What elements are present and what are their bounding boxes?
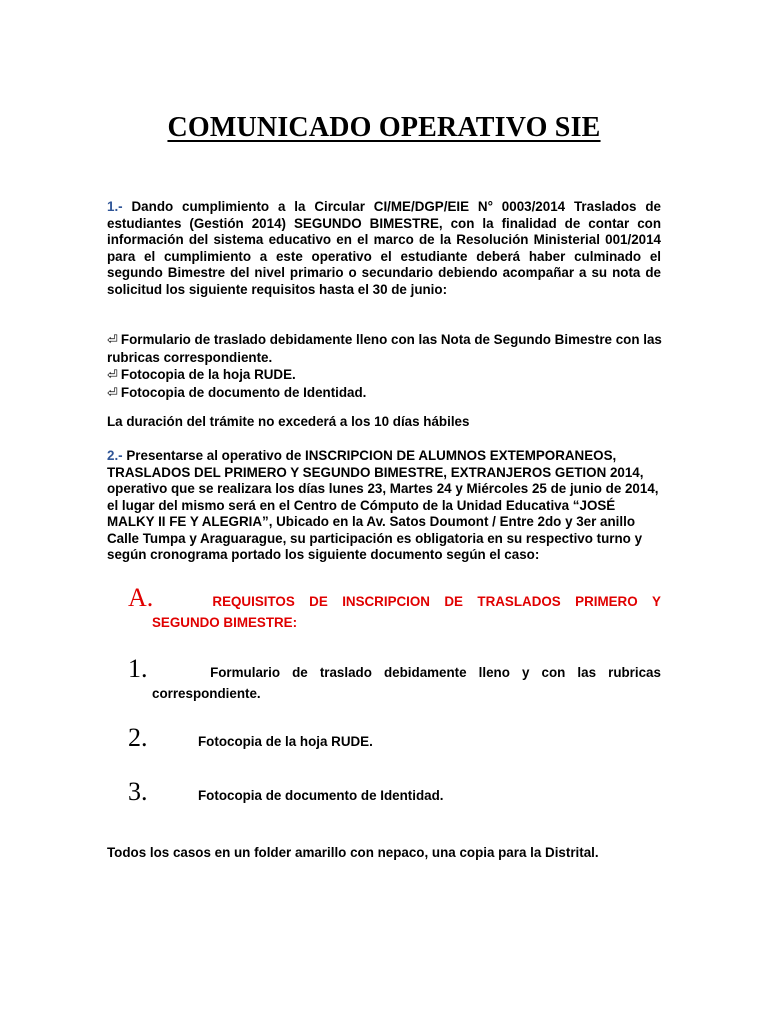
section-1-text: Dando cumplimiento a la Circular CI/ME/DGP/EIE N° 0003/2014 Traslados de estudiantes (Gestión 2014) SEGUNDO BIMESTRE, con la finalidad de contar con información del sistema educativo en el marco de la Resolución Ministerial 001/2014 para el cumplimiento a este operativo el estudiante deberá haber culminado el segundo Bimestre del nivel primario o secundario debiendo acompañar a su nota de solicitud los siguiente requisitos hasta el 30 de junio: [107, 199, 661, 297]
numbered-item-continuation: correspondiente. [152, 686, 261, 701]
numbered-item-word: Formulario [210, 665, 281, 680]
numbered-item-word: rubricas [608, 665, 661, 680]
section-a-item [128, 583, 661, 630]
bullet-item [107, 384, 667, 402]
numbered-item-marker: 3. [128, 777, 148, 806]
numbered-item-marker: 1. [128, 654, 148, 683]
section-a-word: TRASLADOS [477, 594, 561, 609]
section-1-number: 1.- [107, 199, 123, 214]
section-2-text: Presentarse al operativo de INSCRIPCION DE ALUMNOS EXTEMPORANEOS, TRASLADOS DEL PRIMERO Y SEGUNDO BIMESTRE, EXTRANJEROS GETION 2014, operativo que se realizara los días lunes 23, Martes 24 y Miércoles 25 de junio de 2014, el lugar del mismo será en el Centro de Cómputo de la Unidad Educativa “JOSÉ MALKY II FE Y ALEGRIA”, Ubicado en la Av. Satos Doumont / Entre 2do y 3er anillo Calle Tumpa y Araguarague, su participación es obligatoria en su respectivo turno y según cronograma portado los siguiente documento según el caso: [107, 448, 659, 562]
section-a-word: DE [444, 594, 463, 609]
bullet-text: Formulario de traslado debidamente lleno con las Nota de Segundo Bimestre con las rubricas correspondiente. [107, 332, 662, 365]
section-2-number: 2.- [107, 448, 123, 463]
numbered-item-3 [128, 777, 661, 807]
numbered-item-1 [128, 654, 661, 701]
section-a-word: INSCRIPCION [342, 594, 430, 609]
section-1-paragraph [107, 199, 661, 298]
section-2-paragraph [107, 448, 661, 564]
bullet-text: Fotocopia de la hoja RUDE. [120, 367, 296, 382]
section-a-word: REQUISITOS [212, 594, 295, 609]
numbered-item-text: Fotocopia de la hoja RUDE. [198, 734, 373, 749]
section-a-word: DE [309, 594, 328, 609]
footer-note: Todos los casos en un folder amarillo con nepaco, una copia para la Distrital. [107, 845, 599, 860]
requirements-bullet-list [107, 331, 667, 402]
bullet-item [107, 331, 667, 366]
numbered-item-word: las [577, 665, 597, 680]
numbered-item-word: con [541, 665, 566, 680]
section-a-continuation: SEGUNDO BIMESTRE: [152, 615, 298, 630]
numbered-item-word: de [292, 665, 308, 680]
return-arrow-icon: ⏎ [107, 386, 118, 401]
duration-note: La duración del trámite no excederá a los 10 días hábiles [107, 414, 470, 429]
numbered-item-word: traslado [319, 665, 372, 680]
numbered-item-marker: 2. [128, 723, 148, 752]
document-title: COMUNICADO OPERATIVO SIE [167, 112, 601, 143]
bullet-item [107, 366, 667, 384]
section-a-marker: A. [128, 583, 154, 612]
numbered-item-word: debidamente [383, 665, 467, 680]
numbered-item-text: Fotocopia de documento de Identidad. [198, 788, 444, 803]
return-arrow-icon: ⏎ [107, 368, 118, 383]
bullet-text: Fotocopia de documento de Identidad. [120, 385, 367, 400]
numbered-item-word: lleno [478, 665, 510, 680]
numbered-item-word: y [521, 665, 530, 680]
numbered-item-2 [128, 723, 661, 753]
section-a-word: Y [652, 594, 661, 609]
return-arrow-icon: ⏎ [107, 333, 118, 348]
section-a-word: PRIMERO [575, 594, 638, 609]
